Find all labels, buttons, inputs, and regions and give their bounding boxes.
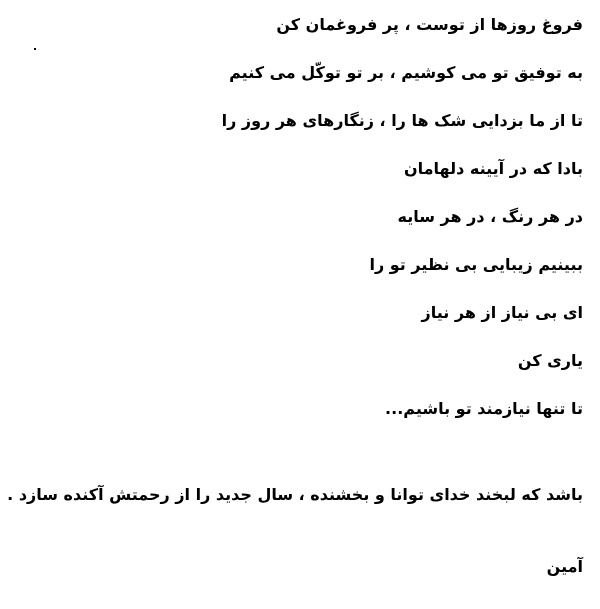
poem-line-4: بادا که در آیینه دلهامان [403, 159, 583, 178]
stray-mark [34, 48, 36, 50]
poem-line-6: ببینیم زیبایی بی نظیر تو را [369, 255, 583, 274]
poem-line-7: ای بی نیاز از هر نیاز [421, 303, 583, 322]
closing-amen: آمین [546, 557, 583, 576]
new-year-blessing: باشد که لبخند خدای توانا و بخشنده ، سال جدید را از رحمتش آکنده سازد . [7, 485, 583, 504]
poem-line-2: به توفیق تو می کوشیم ، بر تو توکّل می کنیم [229, 63, 583, 82]
poem-line-1: فروغ روزها از توست ، پر فروغمان کن [276, 15, 583, 34]
poem-line-5: در هر رنگ ، در هر سایه [397, 207, 583, 226]
poem-line-8: یاری کن [517, 351, 583, 370]
poem-line-3: تا از ما بزدایی شک ها را ، زنگارهای هر روز را [221, 111, 583, 130]
poem-line-9: تا تنها نیازمند تو باشیم... [385, 399, 583, 418]
